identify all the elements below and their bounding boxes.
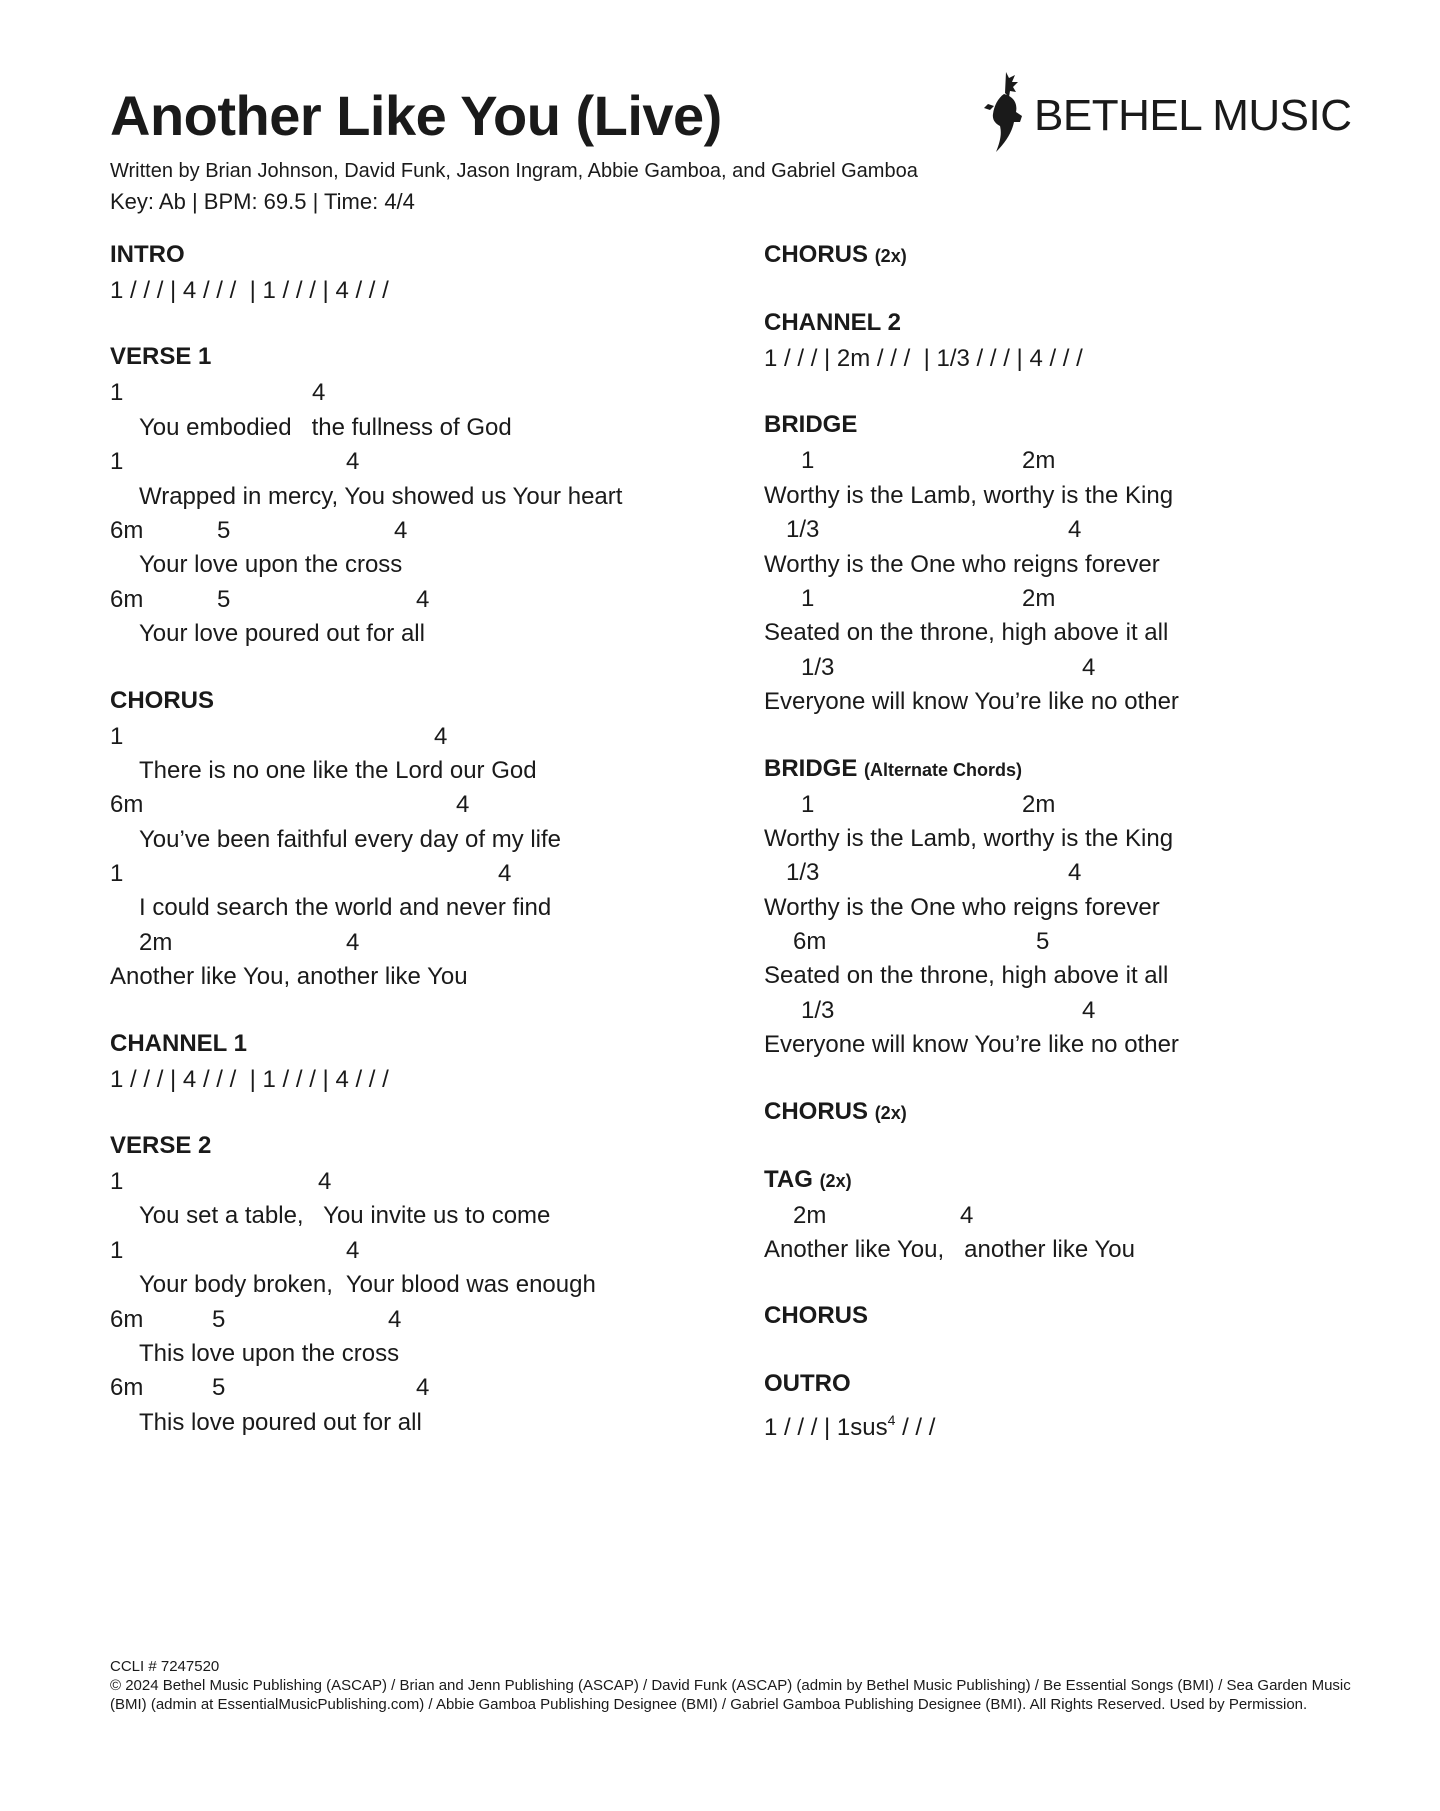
chord: 1 [110, 722, 124, 750]
lyric-line [110, 411, 750, 445]
chord: 1 [110, 1168, 124, 1196]
chord: 1 [110, 379, 124, 407]
chord: 4 [346, 928, 360, 956]
chord-line [110, 788, 750, 822]
lyric-line [110, 754, 750, 788]
lyric-line [764, 616, 1404, 650]
lyric-line [764, 479, 1404, 513]
section-heading: INTRO [110, 241, 185, 268]
chord: 4 [434, 722, 448, 750]
chord: 4 [1082, 653, 1096, 681]
repeat-note: (2x) [819, 1170, 852, 1191]
section-heading [764, 754, 1404, 788]
section-label: TAG [764, 1165, 813, 1193]
chord: 5 [217, 516, 231, 544]
chord-line [110, 583, 750, 617]
right-column [764, 240, 1404, 1472]
lyric: You embodied the fullness of God [139, 413, 512, 441]
lyric-line [110, 480, 750, 514]
chord: 4 [388, 1305, 402, 1333]
outro-chords: 1 / / / | 1sus [764, 1414, 888, 1442]
repeat-note: (2x) [874, 246, 907, 266]
chord: 4 [498, 860, 512, 888]
section-heading: CHANNEL 2 [764, 309, 901, 336]
chord: 4 [456, 791, 470, 819]
section-channel-2 [764, 308, 1404, 376]
lyric-line [110, 1337, 750, 1371]
lyric: Everyone will know You’re like no other [764, 1031, 1179, 1059]
lyric-line [764, 548, 1404, 582]
chord: 1 [801, 584, 815, 612]
lyric-line [110, 1199, 750, 1233]
chord: 2m [1022, 447, 1056, 475]
section-heading: CHANNEL 1 [110, 1029, 247, 1057]
lyric: Wrapped in mercy, You showed us Your heart [139, 482, 623, 510]
section-intro [110, 240, 750, 308]
lyric: Worthy is the One who reigns forever [764, 893, 1160, 921]
section-chorus-final [764, 1301, 1404, 1335]
section-heading: VERSE 2 [110, 1132, 212, 1160]
chord-line [110, 926, 750, 960]
lyric: Your love upon the cross [139, 551, 403, 579]
chord: 2m [1022, 584, 1056, 612]
chord: 6m [110, 791, 144, 819]
repeat-note: (2x) [874, 1102, 907, 1123]
lyric: Your body broken, Your blood was enough [139, 1271, 596, 1299]
copyright-footer [110, 1657, 1370, 1714]
lyric: Seated on the throne, high above it all [764, 962, 1169, 990]
chord: 6m [793, 928, 827, 956]
section-bridge-alternate [764, 754, 1404, 1063]
chord: 4 [312, 379, 326, 407]
lyric: Your love poured out for all [139, 620, 425, 648]
section-tag [764, 1165, 1404, 1268]
chord-line [764, 856, 1404, 890]
chord: 4 [394, 516, 408, 544]
chord: 4 [346, 1236, 360, 1264]
logo-wordmark: BETHEL MUSIC [1034, 91, 1352, 140]
lyric: Everyone will know You’re like no other [764, 688, 1179, 716]
outro-chords-tail: / / / [895, 1414, 936, 1442]
lyric: You set a table, You invite us to come [139, 1202, 551, 1230]
chord: 6m [110, 516, 144, 544]
chord: 1 [801, 790, 815, 818]
section-heading [764, 240, 1404, 274]
chord-line [110, 857, 750, 891]
section-label: CHORUS [764, 241, 869, 268]
lyric: Seated on the throne, high above it all [764, 619, 1169, 647]
chord-line [764, 788, 1404, 822]
lyric-line [110, 823, 750, 857]
section-heading: CHORUS [764, 1302, 869, 1330]
chord-line [110, 1303, 750, 1337]
lyric-line [764, 685, 1404, 719]
chord-line [110, 514, 750, 548]
section-verse-2 [110, 1131, 750, 1440]
section-heading: VERSE 1 [110, 343, 212, 371]
section-channel-1 [110, 1029, 750, 1097]
lyric: I could search the world and never find [139, 894, 552, 922]
chord-line [764, 651, 1404, 685]
chord: 4 [1068, 516, 1082, 544]
chord: 5 [217, 585, 231, 613]
chord-progression: 1 / / / | 4 / / / | 1 / / / | 4 / / / [110, 277, 389, 304]
chord-line [110, 1234, 750, 1268]
section-heading: CHORUS [110, 686, 215, 714]
section-heading: BRIDGE [764, 411, 858, 439]
chord: 1 [110, 448, 124, 476]
lyric-line [764, 822, 1404, 856]
chord: 2m [793, 1201, 827, 1229]
section-chorus-repeat [764, 240, 1404, 274]
chord-line [764, 994, 1404, 1028]
chord: 4 [318, 1168, 332, 1196]
chord: 1/3 [786, 859, 820, 887]
bethel-music-logo [982, 70, 1352, 154]
section-label: CHORUS [764, 1097, 869, 1125]
chord: 2m [139, 928, 173, 956]
ccli-number: CCLI # 7247520 [110, 1658, 220, 1675]
chord: 4 [416, 1374, 430, 1402]
chord: 6m [110, 585, 144, 613]
chord-line [764, 1199, 1404, 1233]
lyric-line [764, 891, 1404, 925]
writers-credit: Written by Brian Johnson, David Funk, Jason Ingram, Abbie Gamboa, and Gabriel Gamboa [110, 160, 918, 182]
lyric: This love poured out for all [139, 1408, 422, 1436]
lyric: Another like You, another like You [764, 1236, 1135, 1264]
chord-line [110, 1371, 750, 1405]
section-heading: OUTRO [764, 1370, 851, 1398]
chord-line [110, 1165, 750, 1199]
alternate-note: (Alternate Chords) [864, 759, 1023, 780]
sus-superscript: 4 [887, 1412, 896, 1429]
lyric-line [110, 1406, 750, 1440]
lyric: Another like You, another like You [110, 963, 468, 991]
lyric: Worthy is the Lamb, worthy is the King [764, 481, 1174, 509]
lyric-line [110, 891, 750, 925]
lyric-line [764, 959, 1404, 993]
chord: 4 [960, 1201, 974, 1229]
section-label: BRIDGE [764, 754, 858, 782]
chord: 5 [212, 1374, 226, 1402]
section-heading [764, 1165, 1404, 1199]
section-heading [764, 1097, 1404, 1131]
chord: 2m [1022, 790, 1056, 818]
chord: 1/3 [801, 653, 835, 681]
chord: 1 [110, 1236, 124, 1264]
chord: 4 [1068, 859, 1082, 887]
chord-line [764, 513, 1404, 547]
chord-progression: 1 / / / | 4 / / / | 1 / / / | 4 / / / [110, 1065, 389, 1093]
section-chorus [110, 686, 750, 995]
lyric-line [110, 960, 750, 994]
lyric-line [110, 1268, 750, 1302]
chord-line [764, 582, 1404, 616]
chord: 4 [416, 585, 430, 613]
chord: 1 [110, 860, 124, 888]
chord: 6m [110, 1305, 144, 1333]
chord-line [764, 444, 1404, 478]
lyric-line [764, 1028, 1404, 1062]
chord-progression [764, 1403, 1404, 1442]
section-verse-1 [110, 342, 750, 651]
song-title: Another Like You (Live) [110, 84, 722, 147]
chord-line [764, 925, 1404, 959]
chord: 1 [801, 447, 815, 475]
copyright-text: © 2024 Bethel Music Publishing (ASCAP) / Brian and Jenn Publishing (ASCAP) / David Funk (ASCAP) (admin by Bethel Music Publishing) / Be Essential Songs (BMI) / Sea Garden Music (BMI) (admin at EssentialMusicPublishing.com) / Abbie Gamboa Publishing Designee (BMI) / Gabriel Gamboa Publishing Designee (BMI). All Rights Reserved. Used by Permission. [110, 1677, 1351, 1713]
lyric-line [764, 1233, 1404, 1267]
section-bridge [764, 410, 1404, 719]
left-column [110, 240, 750, 1474]
chord: 1/3 [786, 516, 820, 544]
lyric: Worthy is the Lamb, worthy is the King [764, 824, 1174, 852]
lyric-line [110, 548, 750, 582]
chord: 4 [346, 448, 360, 476]
lyric: Worthy is the One who reigns forever [764, 550, 1160, 578]
lyric: You’ve been faithful every day of my life [139, 825, 562, 853]
section-outro [764, 1369, 1404, 1442]
lyric: There is no one like the Lord our God [139, 756, 537, 784]
chord: 4 [1082, 996, 1096, 1024]
chord: 1/3 [801, 996, 835, 1024]
stag-head-icon [982, 70, 1030, 154]
chord-line [110, 445, 750, 479]
chord-line [110, 376, 750, 410]
lyric-line [110, 617, 750, 651]
chord: 5 [212, 1305, 226, 1333]
song-meta: Key: Ab | BPM: 69.5 | Time: 4/4 [110, 189, 415, 214]
chord: 5 [1036, 928, 1050, 956]
chord: 6m [110, 1374, 144, 1402]
chord-progression: 1 / / / | 2m / / / | 1/3 / / / | 4 / / / [764, 345, 1083, 372]
lyric: This love upon the cross [139, 1339, 400, 1367]
chord-line [110, 720, 750, 754]
section-chorus-repeat-2 [764, 1097, 1404, 1131]
